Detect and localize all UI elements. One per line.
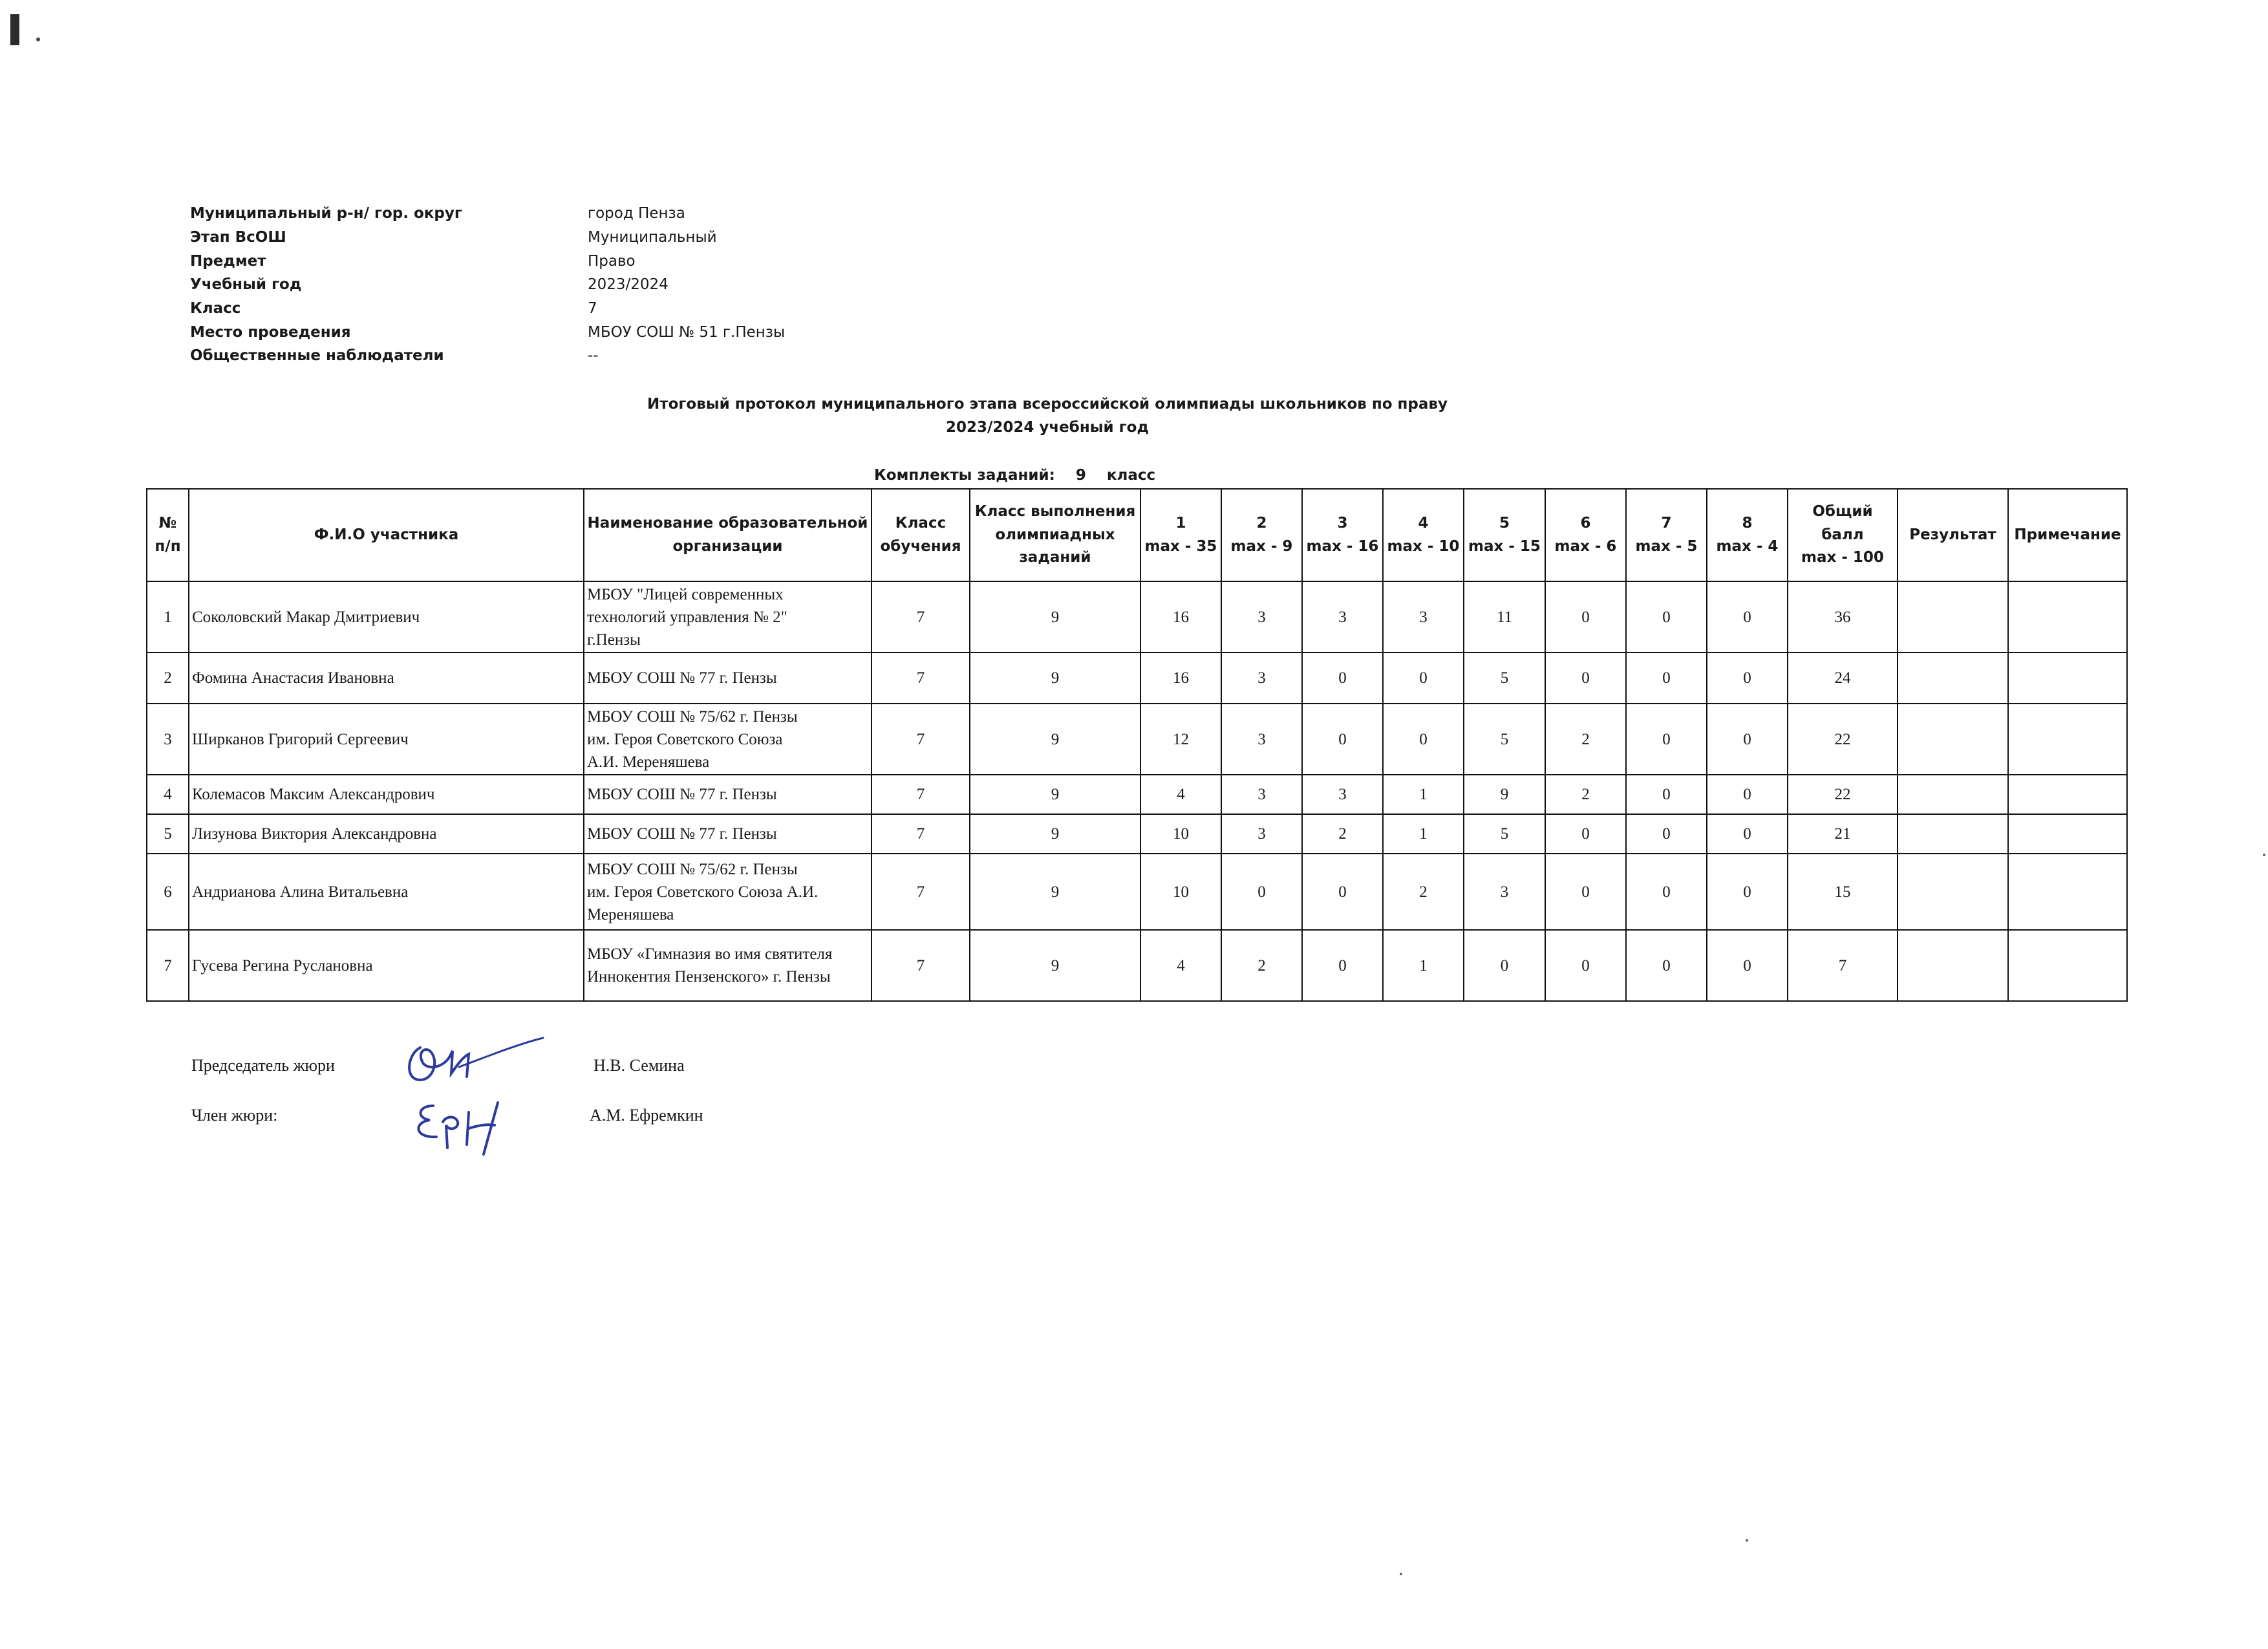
score-task-6: 0 — [1545, 814, 1626, 854]
chair-name: Н.В. Семина — [594, 1056, 685, 1075]
score-task-7: 0 — [1626, 581, 1707, 652]
organization: МБОУ «Гимназия во имя святителя Иннокентия Пензенского» г. Пензы — [584, 930, 872, 1001]
result-cell — [1898, 652, 2008, 704]
grade: 7 — [872, 652, 970, 704]
results-table — [146, 488, 2128, 1002]
score-task-8: 0 — [1707, 652, 1788, 704]
result-cell — [1898, 814, 2008, 854]
exec-grade: 9 — [970, 814, 1140, 854]
score-task-4: 3 — [1383, 581, 1464, 652]
signature-stroke — [443, 1117, 458, 1148]
table-row — [147, 652, 2127, 704]
total-score: 24 — [1788, 652, 1898, 704]
meta-row — [190, 344, 785, 368]
row-num: 3 — [147, 704, 189, 775]
meta-label: Этап ВсОШ — [190, 229, 286, 246]
meta-row — [190, 273, 785, 297]
score-task-5: 5 — [1464, 652, 1545, 704]
score-task-6: 0 — [1545, 652, 1626, 704]
score-task-1: 10 — [1140, 814, 1221, 854]
score-task-5: 5 — [1464, 704, 1545, 775]
note-cell — [2008, 775, 2127, 814]
score-task-5: 0 — [1464, 930, 1545, 1001]
score-task-2: 0 — [1221, 854, 1302, 930]
meta-value: -- — [588, 347, 599, 365]
header-task-6: 6 max - 6 — [1545, 489, 1626, 581]
score-task-6: 0 — [1545, 930, 1626, 1001]
score-task-1: 16 — [1140, 652, 1221, 704]
exec-grade: 9 — [970, 704, 1140, 775]
score-task-7: 0 — [1626, 854, 1707, 930]
header-task-5: 5 max - 15 — [1464, 489, 1545, 581]
score-task-8: 0 — [1707, 704, 1788, 775]
grade: 7 — [872, 854, 970, 930]
exec-grade: 9 — [970, 854, 1140, 930]
score-task-3: 2 — [1302, 814, 1383, 854]
row-num: 4 — [147, 775, 189, 814]
score-task-3: 0 — [1302, 930, 1383, 1001]
score-task-4: 1 — [1383, 930, 1464, 1001]
score-task-2: 2 — [1221, 930, 1302, 1001]
protocol-title: Итоговый протокол муниципального этапа всероссийской олимпиады школьников по праву — [647, 396, 1448, 413]
meta-value: МБОУ СОШ № 51 г.Пензы — [588, 323, 786, 341]
meta-row — [190, 320, 785, 344]
exec-grade: 9 — [970, 930, 1140, 1001]
score-task-1: 4 — [1140, 930, 1221, 1001]
scan-artifact — [2263, 854, 2265, 856]
meta-row — [190, 249, 785, 273]
note-cell — [2008, 704, 2127, 775]
score-task-3: 3 — [1302, 775, 1383, 814]
score-task-7: 0 — [1626, 775, 1707, 814]
header-name: Ф.И.О участника — [189, 489, 584, 581]
result-cell — [1898, 930, 2008, 1001]
header-grade: Класс обучения — [872, 489, 970, 581]
meta-value: 2023/2024 — [588, 276, 669, 294]
score-task-1: 10 — [1140, 854, 1221, 930]
meta-label: Предмет — [190, 252, 266, 270]
row-num: 2 — [147, 652, 189, 704]
score-task-2: 3 — [1221, 581, 1302, 652]
score-task-2: 3 — [1221, 775, 1302, 814]
score-task-7: 0 — [1626, 704, 1707, 775]
member-name: А.М. Ефремкин — [590, 1106, 703, 1125]
signature-stroke — [467, 1103, 498, 1154]
score-task-1: 12 — [1140, 704, 1221, 775]
total-score: 36 — [1788, 581, 1898, 652]
grade: 7 — [872, 704, 970, 775]
kits-label: Комплекты заданий: — [874, 467, 1055, 484]
meta-value: город Пенза — [588, 205, 685, 222]
total-score: 15 — [1788, 854, 1898, 930]
score-task-5: 11 — [1464, 581, 1545, 652]
header-task-1: 1 max - 35 — [1140, 489, 1221, 581]
header-note: Примечание — [2008, 489, 2127, 581]
meta-value: Муниципальный — [588, 229, 717, 246]
table-row — [147, 814, 2127, 854]
result-cell — [1898, 581, 2008, 652]
participant-name: Соколовский Макар Дмитриевич — [189, 581, 584, 652]
member-label: Член жюри: — [191, 1106, 278, 1125]
header-num: № п/п — [147, 489, 189, 581]
header-task-3: 3 max - 16 — [1302, 489, 1383, 581]
organization: МБОУ "Лицей современных технологий управления № 2" г.Пензы — [584, 581, 872, 652]
total-score: 21 — [1788, 814, 1898, 854]
member-signature — [407, 1093, 517, 1158]
table-row — [147, 581, 2127, 652]
header-task-8: 8 max - 4 — [1707, 489, 1788, 581]
protocol-subtitle: 2023/2024 учебный год — [945, 419, 1150, 436]
signature-stroke — [409, 1048, 469, 1080]
table-row — [147, 704, 2127, 775]
row-num: 6 — [147, 854, 189, 930]
score-task-5: 9 — [1464, 775, 1545, 814]
chair-signature — [394, 1028, 550, 1093]
score-task-7: 0 — [1626, 930, 1707, 1001]
protocol-details — [190, 202, 785, 368]
organization: МБОУ СОШ № 75/62 г. Пензы им. Героя Советского Союза А.И. Мереняшева — [584, 854, 872, 930]
signature-stroke — [459, 1038, 543, 1067]
score-task-7: 0 — [1626, 652, 1707, 704]
meta-label: Класс — [190, 300, 241, 318]
participant-name: Гусева Регина Руслановна — [189, 930, 584, 1001]
organization: МБОУ СОШ № 77 г. Пензы — [584, 814, 872, 854]
scan-artifact — [1746, 1539, 1748, 1542]
scan-artifact — [1400, 1573, 1402, 1575]
meta-value: Право — [588, 252, 636, 270]
meta-label: Место проведения — [190, 323, 351, 341]
grade: 7 — [872, 814, 970, 854]
participant-name: Лизунова Виктория Александровна — [189, 814, 584, 854]
exec-grade: 9 — [970, 581, 1140, 652]
total-score: 7 — [1788, 930, 1898, 1001]
grade: 7 — [872, 930, 970, 1001]
table-row — [147, 854, 2127, 930]
note-cell — [2008, 814, 2127, 854]
participant-name: Фомина Анастасия Ивановна — [189, 652, 584, 704]
score-task-4: 0 — [1383, 652, 1464, 704]
scan-artifact — [36, 38, 40, 41]
scan-artifact — [10, 14, 19, 45]
score-task-8: 0 — [1707, 930, 1788, 1001]
meta-label: Муниципальный р-н/ гор. округ — [190, 205, 462, 222]
header-task-4: 4 max - 10 — [1383, 489, 1464, 581]
score-task-2: 3 — [1221, 814, 1302, 854]
organization: МБОУ СОШ № 77 г. Пензы — [584, 775, 872, 814]
note-cell — [2008, 652, 2127, 704]
participant-name: Колемасов Максим Александрович — [189, 775, 584, 814]
score-task-7: 0 — [1626, 814, 1707, 854]
header-org: Наименование образовательной организации — [584, 489, 872, 581]
score-task-8: 0 — [1707, 581, 1788, 652]
score-task-5: 5 — [1464, 814, 1545, 854]
score-task-2: 3 — [1221, 704, 1302, 775]
note-cell — [2008, 930, 2127, 1001]
table-row — [147, 930, 2127, 1001]
kits-value: 9 — [1075, 467, 1086, 484]
score-task-1: 4 — [1140, 775, 1221, 814]
score-task-3: 0 — [1302, 704, 1383, 775]
score-task-5: 3 — [1464, 854, 1545, 930]
score-task-2: 3 — [1221, 652, 1302, 704]
note-cell — [2008, 854, 2127, 930]
score-task-6: 0 — [1545, 854, 1626, 930]
exec-grade: 9 — [970, 775, 1140, 814]
score-task-4: 1 — [1383, 775, 1464, 814]
meta-row — [190, 226, 785, 250]
row-num: 7 — [147, 930, 189, 1001]
score-task-4: 2 — [1383, 854, 1464, 930]
exec-grade: 9 — [970, 652, 1140, 704]
header-task-2: 2 max - 9 — [1221, 489, 1302, 581]
row-num: 5 — [147, 814, 189, 854]
header-exec-grade: Класс выполнения олимпиадных заданий — [970, 489, 1140, 581]
task-kits-line — [874, 467, 1155, 484]
organization: МБОУ СОШ № 75/62 г. Пензы им. Героя Советского Союза А.И. Мереняшева — [584, 704, 872, 775]
score-task-6: 2 — [1545, 704, 1626, 775]
header-task-7: 7 max - 5 — [1626, 489, 1707, 581]
result-cell — [1898, 704, 2008, 775]
grade: 7 — [872, 775, 970, 814]
score-task-3: 0 — [1302, 652, 1383, 704]
meta-label: Учебный год — [190, 276, 302, 294]
score-task-8: 0 — [1707, 854, 1788, 930]
score-task-6: 2 — [1545, 775, 1626, 814]
score-task-3: 0 — [1302, 854, 1383, 930]
kits-unit: класс — [1106, 467, 1156, 484]
header-result: Результат — [1898, 489, 2008, 581]
meta-value: 7 — [588, 300, 597, 318]
grade: 7 — [872, 581, 970, 652]
meta-row — [190, 202, 785, 226]
result-cell — [1898, 854, 2008, 930]
row-num: 1 — [147, 581, 189, 652]
participant-name: Андрианова Алина Витальевна — [189, 854, 584, 930]
score-task-8: 0 — [1707, 814, 1788, 854]
score-task-8: 0 — [1707, 775, 1788, 814]
meta-row — [190, 297, 785, 321]
note-cell — [2008, 581, 2127, 652]
score-task-3: 3 — [1302, 581, 1383, 652]
header-row — [147, 489, 2127, 581]
score-task-4: 0 — [1383, 704, 1464, 775]
total-score: 22 — [1788, 704, 1898, 775]
signature-stroke — [418, 1106, 436, 1137]
organization: МБОУ СОШ № 77 г. Пензы — [584, 652, 872, 704]
score-task-4: 1 — [1383, 814, 1464, 854]
meta-label: Общественные наблюдатели — [190, 347, 444, 365]
score-task-6: 0 — [1545, 581, 1626, 652]
score-task-1: 16 — [1140, 581, 1221, 652]
chair-label: Председатель жюри — [191, 1056, 335, 1075]
table-row — [147, 775, 2127, 814]
participant-name: Ширканов Григорий Сергеевич — [189, 704, 584, 775]
header-total: Общий балл max - 100 — [1788, 489, 1898, 581]
total-score: 22 — [1788, 775, 1898, 814]
result-cell — [1898, 775, 2008, 814]
